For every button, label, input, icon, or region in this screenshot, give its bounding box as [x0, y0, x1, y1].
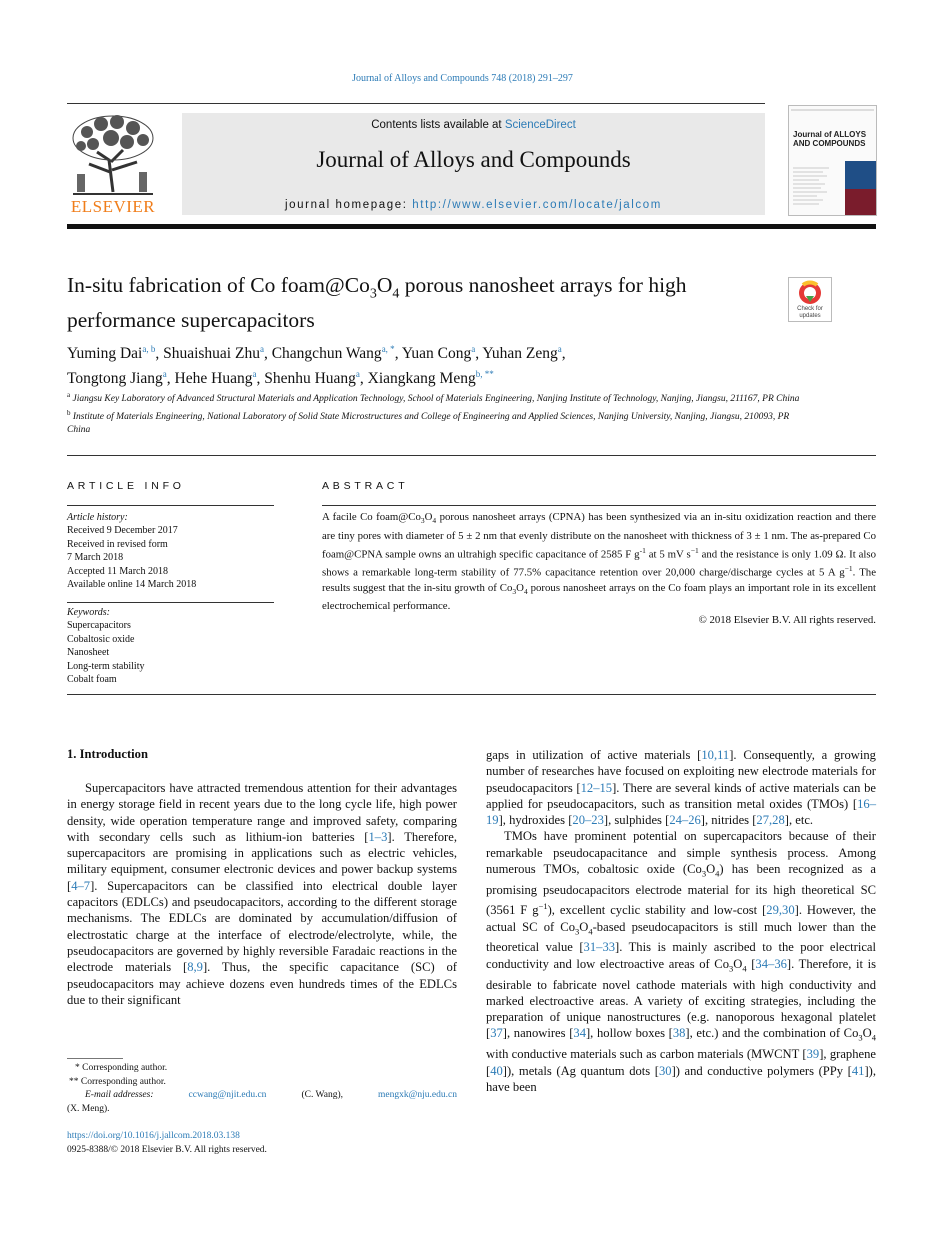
affiliations: [67, 389, 807, 438]
cover-image-icon: [789, 106, 876, 215]
citation-link[interactable]: 38: [672, 1026, 686, 1041]
separator: ,: [155, 345, 164, 363]
homepage-prefix: journal homepage:: [285, 199, 413, 211]
article-history: [67, 511, 277, 591]
separator: ,: [475, 345, 483, 363]
history-item: 7 March 2018: [67, 552, 124, 564]
keyword: Long-term stability: [67, 660, 145, 672]
citation-link[interactable]: 39: [806, 1047, 820, 1062]
divider: [67, 455, 876, 456]
author[interactable]: Hehe Huang$^a$: [174, 369, 257, 388]
top-rule: [67, 103, 765, 104]
history-item: Received 9 December 2017: [67, 525, 178, 537]
history-item: Received in revised form: [67, 538, 168, 550]
title-part: porous nanosheet arrays for high performance supercapacitors: [67, 273, 687, 333]
crossmark-badge[interactable]: [788, 277, 832, 322]
journal-banner: [182, 113, 765, 215]
contents-prefix: Contents lists available at: [371, 119, 505, 131]
author[interactable]: Yuming Dai$^{a, b}$: [67, 344, 156, 363]
divider: [67, 505, 274, 506]
citation-link[interactable]: 24–26: [669, 813, 701, 828]
citation-link[interactable]: 37: [490, 1026, 503, 1041]
crossmark-label: Check for updates: [797, 306, 823, 319]
homepage-link[interactable]: http://www.elsevier.com/locate/jalcom: [412, 199, 662, 211]
author[interactable]: Xiangkang Meng$^{b, **}$: [367, 369, 494, 388]
abstract-heading: ABSTRACT: [322, 480, 409, 492]
citation-link[interactable]: 12–15: [580, 780, 613, 795]
paragraph: gaps in utilization of active materials [10,11]. Consequently, a growing number of researches have focused on exploiting new electrode materials for pseudocapacitors [12–15]. There are several kinds of active materials can be applied for pseudocapacitors, such as transition metal oxides (TMOs) [16–19], hydroxides [20–23], sulphides [24–26], nitrides [27,28], etc.: [486, 748, 876, 828]
keyword: Nanosheet: [67, 647, 110, 659]
section-heading: 1. Introduction: [67, 747, 148, 761]
body-column-left: [67, 780, 457, 1008]
cover-title: Journal of ALLOYS AND COMPOUNDS: [793, 130, 867, 148]
email-label: E-mail addresses:: [85, 1090, 154, 1100]
title-part: O: [376, 273, 393, 297]
journal-cover[interactable]: [788, 105, 877, 216]
separator: ,: [394, 345, 402, 363]
author[interactable]: Changchun Wang$^{a, *}$: [271, 344, 395, 363]
email-line: [67, 1089, 457, 1103]
author[interactable]: Yuhan Zeng$^a$: [482, 344, 562, 363]
title-subscript: 4: [392, 286, 400, 302]
crossmark-icon: [789, 278, 831, 308]
journal-name: Journal of Alloys and Compounds: [316, 147, 631, 172]
separator: ,: [256, 370, 265, 388]
sciencedirect-link[interactable]: ScienceDirect: [504, 119, 576, 131]
citation-link[interactable]: 34–36: [755, 956, 787, 971]
email-link[interactable]: mengxk@nju.edu.cn: [378, 1090, 457, 1100]
citation-link[interactable]: 4–7: [71, 878, 91, 893]
contents-line: [182, 119, 765, 131]
citation-link[interactable]: 27,28: [756, 813, 785, 828]
homepage-line: [182, 199, 765, 211]
keywords-label: Keywords:: [67, 607, 110, 618]
keywords: [67, 606, 277, 686]
abstract-copyright: © 2018 Elsevier B.V. All rights reserved.: [698, 614, 876, 626]
footnote-rule: [67, 1058, 123, 1059]
author[interactable]: Shuaishuai Zhu$^a$: [163, 344, 264, 363]
footnotes: [67, 1062, 457, 1116]
citation-link[interactable]: 16–19: [486, 796, 876, 828]
history-item: Accepted 11 March 2018: [67, 565, 168, 577]
author[interactable]: Tongtong Jiang$^a$: [67, 369, 167, 388]
footnote: * Corresponding author.: [75, 1063, 168, 1073]
citation-link[interactable]: 10,11: [701, 748, 730, 762]
tree-icon: [67, 112, 159, 196]
footnote: ** Corresponding author.: [69, 1076, 166, 1087]
affiliation-a: $^a$ Jiangsu Key Laboratory of Advanced Structural Materials and Application Technology, School of Materials Engineering, Nanjing Institute of Technology, Nanjing, Jiangsu, 211167, PR China: [67, 391, 800, 405]
elsevier-logo: [67, 112, 159, 216]
citation-link[interactable]: 29,30: [766, 903, 795, 918]
separator: ,: [561, 345, 566, 363]
journal-citation[interactable]: Journal of Alloys and Compounds 748 (2018) 291–297: [352, 73, 573, 84]
citation-link[interactable]: 8,9: [187, 960, 203, 975]
email-link[interactable]: ccwang@njit.edu.cn: [188, 1090, 267, 1100]
article-info-heading: ARTICLE INFO: [67, 480, 185, 492]
paragraph: Supercapacitors have attracted tremendous attention for their advantages in energy storage field in recent years due to the long cycle life, high power density, wide operation temperature range and improved safety, comparing with secondary cells such as lithium-ion batteries [1–3]. Therefore, supercapacitors are promising in applications such as electric vehicles, military equipment, consumer electronic devices and power backup systems [4–7]. Supercapacitors can be classified into electrical double layer capacitors (EDLCs) and pseudocapacitors, according to the different storage mechanisms. The EDLCs are dominated by accumulation/diffusion of electrostatic charge at the interface of electrode/electrolyte, while, the pseudocapacitors are governed by highly reversible Faradaic reactions in the electrode materials [8,9]. Thus, the specific capacitance (SC) of pseudocapacitors may achieve dozens even hundreds times of the EDLCs due to their significant: [67, 781, 457, 1007]
title-subscript: 3: [369, 286, 377, 302]
title-part: In-situ fabrication of Co foam@Co: [67, 273, 370, 297]
publisher-name: ELSEVIER: [70, 197, 156, 216]
author[interactable]: Yuan Cong$^a$: [401, 344, 476, 363]
article-title: [67, 272, 767, 334]
keyword: Cobaltosic oxide: [67, 633, 135, 645]
affiliation-b: $^b$ Institute of Materials Engineering, National Laboratory of Solid State Microstructures and College of Engineering and Applied Sciences, Nanjing University, Nanjing, Jiangsu, 210093, PR China: [67, 408, 790, 436]
author[interactable]: Shenhu Huang$^a$: [264, 369, 360, 388]
citation-link[interactable]: 34: [573, 1026, 586, 1041]
keyword: Supercapacitors: [67, 620, 131, 632]
citation-link[interactable]: 1–3: [368, 829, 388, 844]
body-column-right: [486, 747, 876, 1095]
separator: ,: [359, 370, 368, 388]
history-item: Available online 14 March 2018: [67, 579, 197, 591]
citation-link[interactable]: 40: [490, 1063, 503, 1078]
email-owner: (X. Meng).: [67, 1103, 110, 1114]
history-label: Article history:: [67, 512, 128, 523]
divider: [67, 694, 876, 695]
separator: ,: [166, 370, 175, 388]
citation-link[interactable]: 20–23: [572, 813, 604, 828]
header-rule: [67, 224, 876, 229]
citation-link[interactable]: 31–33: [583, 940, 616, 955]
divider: [322, 505, 876, 506]
keyword: Cobalt foam: [67, 674, 117, 686]
author-list: [67, 339, 787, 389]
paragraph: TMOs have prominent potential on supercapacitors because of their remarkable pseudocapacitance and simple synthesis process. Among numerous TMOs, cobaltosic oxide $(Co_3O_4)$ has been recognized as a promising pseudocapacitors electrode material for its high theoretical SC (3561 F $g^{-1}$), excellent cyclic stability and low-cost [29,30]. However, the actual SC of $Co_3O_4$-based pseudocapacitors is still much lower than the theoretical value [31–33]. This is mainly ascribed to the poor electrical conductivity and low electroactive areas of $Co_3O_4$ [34–36]. Therefore, it is desirable to fabricate novel cathode materials with high conductivity and marked electroactive areas. A variety of exciting strategies, including the preparation of unique nanostructures (e.g. nanoporous hexagonal platelet [37], nanowires [34], hollow boxes [38], etc.) and the combination of $Co_3O_4$ with conductive materials such as carbon materials (MWCNT [39], graphene [40]), metals (Ag quantum dots [30]) and conductive polymers (PPy [41]), have been: [486, 829, 877, 1094]
abstract-text: A facile Co $foam@Co_3O_4$ porous nanosheet arrays (CPNA) has been synthesized via an in-situ oxidization reaction and there are tiny pores with diameter of 5 ± 2 nm that evenly distribute on the nanosheet with thickness of 3 ± 1 nm. The as-prepared Co foam@CPNA sample owns an ultrahigh specific capacitance of 2585 F $g^{-1}$ at 5 mV $s^{-1}$ and the resistance is only 1.09 Ω. It also shows a remarkable long-term stability of 77.5% capacitance retention over 20,000 charge/discharge cycles at 5 A $g^{-1}$. The results suggest that the in-situ growth of $Co_3O_4$ porous nanosheet arrays on the Co foam plays an important role in its excellent electrochemical performance.: [322, 511, 876, 613]
email-owner: (C. Wang),: [301, 1090, 343, 1100]
citation-link[interactable]: 30: [658, 1063, 672, 1078]
issn-line: 0925-8388/© 2018 Elsevier B.V. All rights reserved.: [67, 1145, 267, 1155]
citation-link[interactable]: 41: [851, 1063, 865, 1078]
separator: ,: [263, 345, 272, 363]
doi-link[interactable]: https://doi.org/10.1016/j.jallcom.2018.03.138: [67, 1131, 240, 1141]
divider: [67, 602, 274, 603]
